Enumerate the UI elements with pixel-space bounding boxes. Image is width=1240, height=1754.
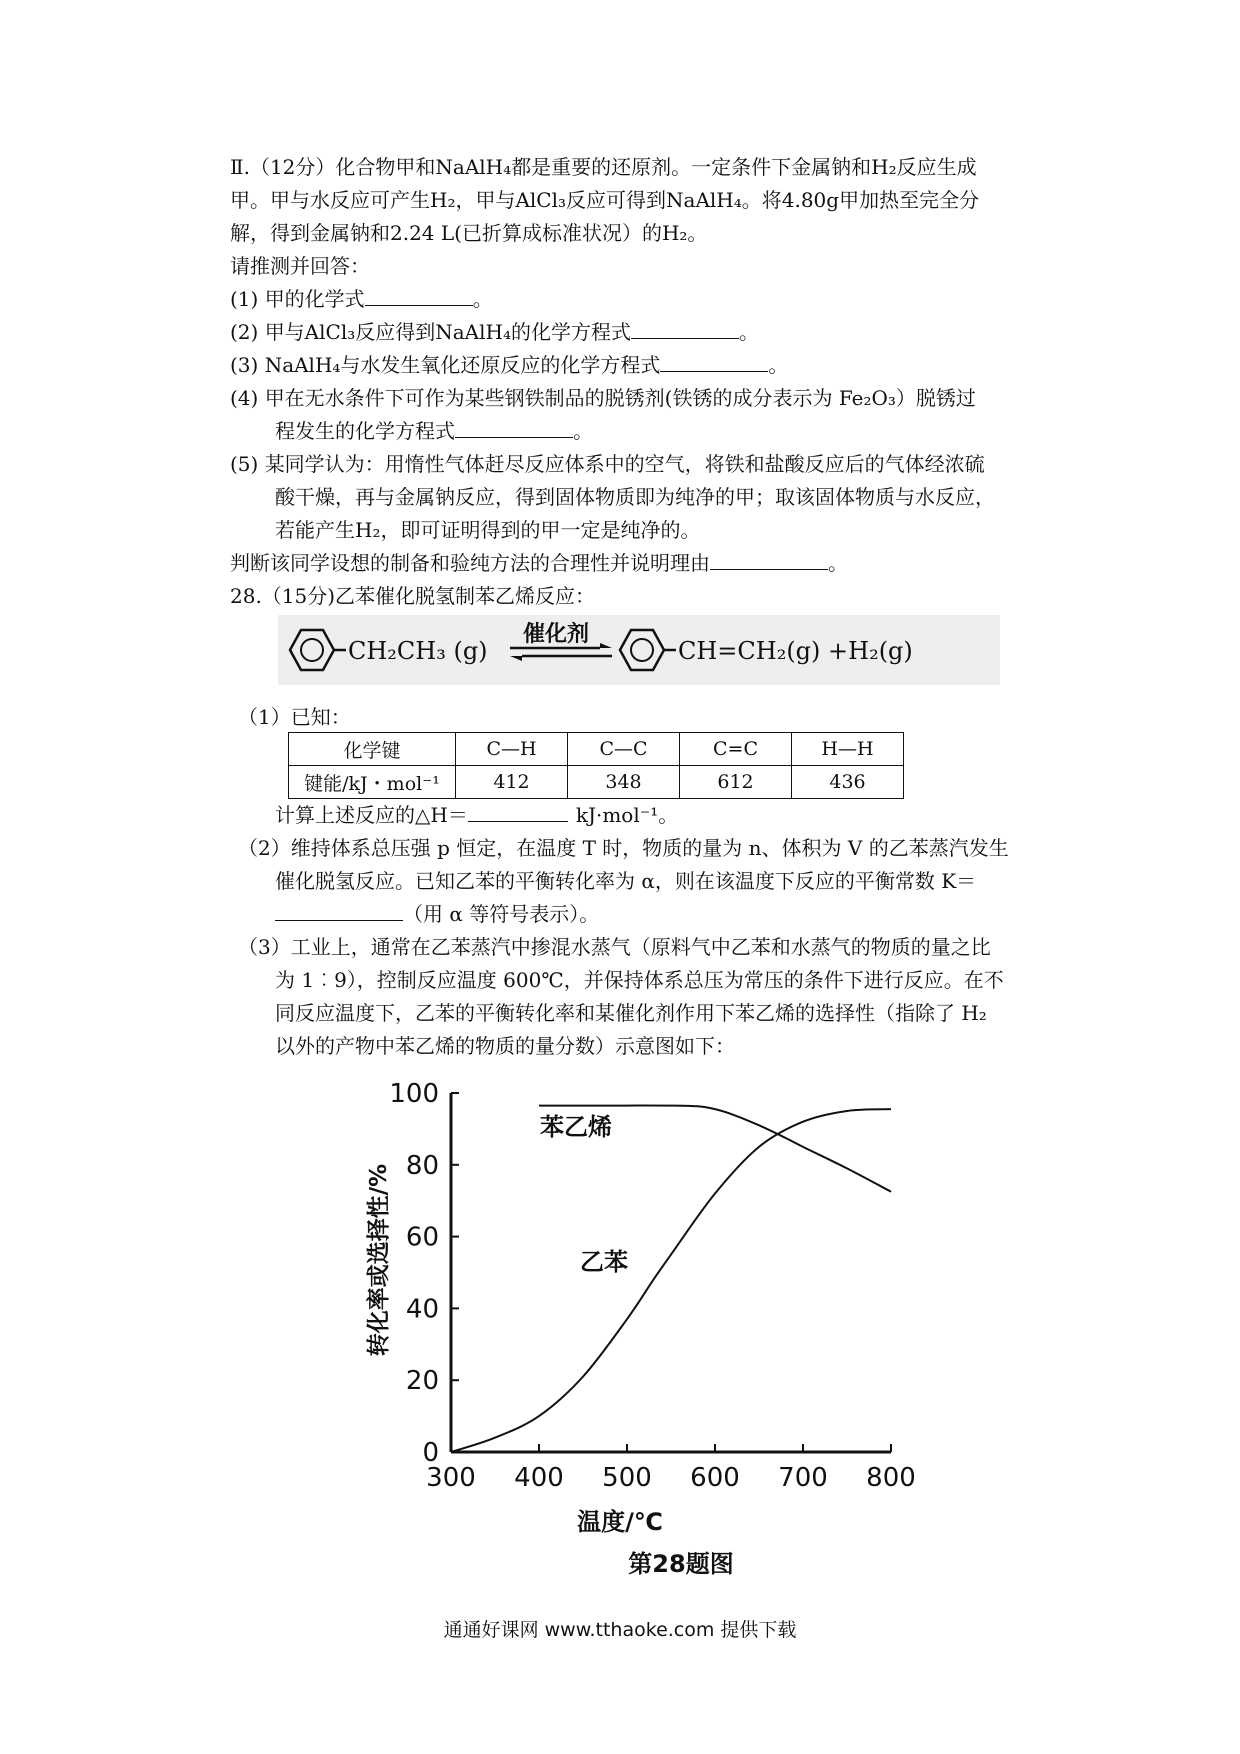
x-tick-label: 500 (602, 1463, 652, 1493)
question-5-line-1: (5) 某同学认为：用惰性气体赶尽反应体系中的空气，将铁和盐酸反应后的气体经浓硫 (230, 452, 985, 476)
y-tick-label: 0 (422, 1438, 439, 1468)
table-cell: 412 (456, 766, 568, 799)
part2-line-3: 解，得到金属钠和2.24 L(已折算成标准状况）的H₂。 (230, 221, 708, 245)
table-header-cell: C=C (680, 733, 792, 766)
q28-part2-line-2: 催化脱氢反应。已知乙苯的平衡转化率为 α，则在该温度下反应的平衡常数 K＝ (275, 869, 977, 893)
catalyst-label: 催化剂 (523, 622, 590, 647)
series-label-ethylbenzene: 乙苯 (580, 1248, 628, 1276)
chart-axes (451, 1093, 891, 1452)
q28-part1-label: （1）已知： (238, 705, 351, 729)
period: 。 (472, 287, 493, 311)
table-header-cell: C—C (568, 733, 680, 766)
q28-part3-line-2: 为 1︰9），控制反应温度 600℃，并保持体系总压为常压的条件下进行反应。在不 (275, 968, 1004, 992)
q28-part2-text: （用 α 等符号表示）。 (403, 902, 600, 926)
delta-h-text: 计算上述反应的△H＝ (275, 803, 468, 827)
table-header-cell: H—H (792, 733, 904, 766)
question-5-line-3: 若能产生H₂，即可证明得到的甲一定是纯净的。 (275, 518, 701, 542)
question-5-line-2: 酸干燥，再与金属钠反应，得到固体物质即为纯净的甲；取该固体物质与水反应， (275, 485, 995, 509)
delta-h-unit: kJ·mol⁻¹。 (575, 803, 679, 827)
table-header-cell: 化学键 (289, 733, 456, 766)
x-tick-label: 700 (778, 1463, 828, 1493)
chart-series (451, 1106, 891, 1452)
question-3-text: (3) NaAlH₄与水发生氧化还原反应的化学方程式 (230, 353, 661, 377)
x-tick-label: 400 (514, 1463, 564, 1493)
table-cell: 436 (792, 766, 904, 799)
question-4-text: 程发生的化学方程式 (275, 419, 455, 443)
reactant-formula: CH₂CH₃ (g) (348, 637, 488, 665)
question-5-text: 判断该同学设想的制备和验纯方法的合理性并说明理由 (230, 551, 710, 575)
q28-part3-line-1: （3）工业上，通常在乙苯蒸汽中掺混水蒸气（原料气中乙苯和水蒸气的物质的量之比 (238, 935, 991, 959)
table-cell: 612 (680, 766, 792, 799)
period: 。 (768, 353, 789, 377)
q28-title: 28.（15分)乙苯催化脱氢制苯乙烯反应： (230, 584, 596, 608)
question-2-text: (2) 甲与AlCl₃反应得到NaAlH₄的化学方程式 (230, 320, 631, 344)
y-tick-label: 100 (389, 1079, 439, 1109)
x-axis-label: 温度/℃ (577, 1508, 663, 1536)
x-tick-label: 600 (690, 1463, 740, 1493)
table-cell: 348 (568, 766, 680, 799)
period: 。 (738, 320, 759, 344)
y-tick-label: 60 (405, 1222, 439, 1253)
y-tick-label: 20 (405, 1366, 439, 1397)
period: 。 (828, 551, 848, 575)
table-header-cell: C—H (456, 733, 568, 766)
footer-text: 通通好课网 www.tthaoke.com 提供下载 (443, 1619, 797, 1641)
part2-line-4: 请推测并回答： (230, 254, 370, 278)
chart-caption: 第28题图 (628, 1550, 734, 1578)
y-axis-label: 转化率或选择性/% (366, 1163, 392, 1357)
period: 。 (573, 419, 593, 443)
q28-part3-line-3: 同反应温度下，乙苯的平衡转化率和某催化剂作用下苯乙烯的选择性（指除了 H₂ (275, 1001, 987, 1025)
question-1-text: (1) 甲的化学式 (230, 287, 365, 311)
question-4-line-1: (4) 甲在无水条件下可作为某些钢铁制品的脱锈剂(铁锈的成分表示为 Fe₂O₃）脱锈过 (230, 386, 976, 410)
x-tick-label: 300 (426, 1463, 476, 1493)
series-line-1 (451, 1109, 891, 1452)
x-tick-label: 800 (866, 1463, 916, 1493)
part2-line-2: 甲。甲与水反应可产生H₂，甲与AlCl₃反应可得到NaAlH₄。将4.80g甲加热至完全分 (230, 188, 980, 212)
part2-line-1: Ⅱ.（12分）化合物甲和NaAlH₄都是重要的还原剂。一定条件下金属钠和H₂反应生成 (230, 155, 977, 179)
series-label-styrene: 苯乙烯 (540, 1113, 612, 1141)
y-tick-label: 40 (405, 1294, 439, 1325)
table-row-label: 键能/kJ・mol⁻¹ (289, 766, 456, 799)
product-formula: CH=CH₂(g) +H₂(g) (678, 637, 913, 665)
chart-ticks (389, 1079, 915, 1493)
y-tick-label: 80 (405, 1150, 439, 1181)
q28-part2-line-1: （2）维持体系总压强 p 恒定，在温度 T 时，物质的量为 n、体积为 V 的乙苯蒸汽发生 (238, 836, 1009, 860)
q28-part3-line-4: 以外的产物中苯乙烯的物质的量分数）示意图如下： (275, 1034, 735, 1058)
